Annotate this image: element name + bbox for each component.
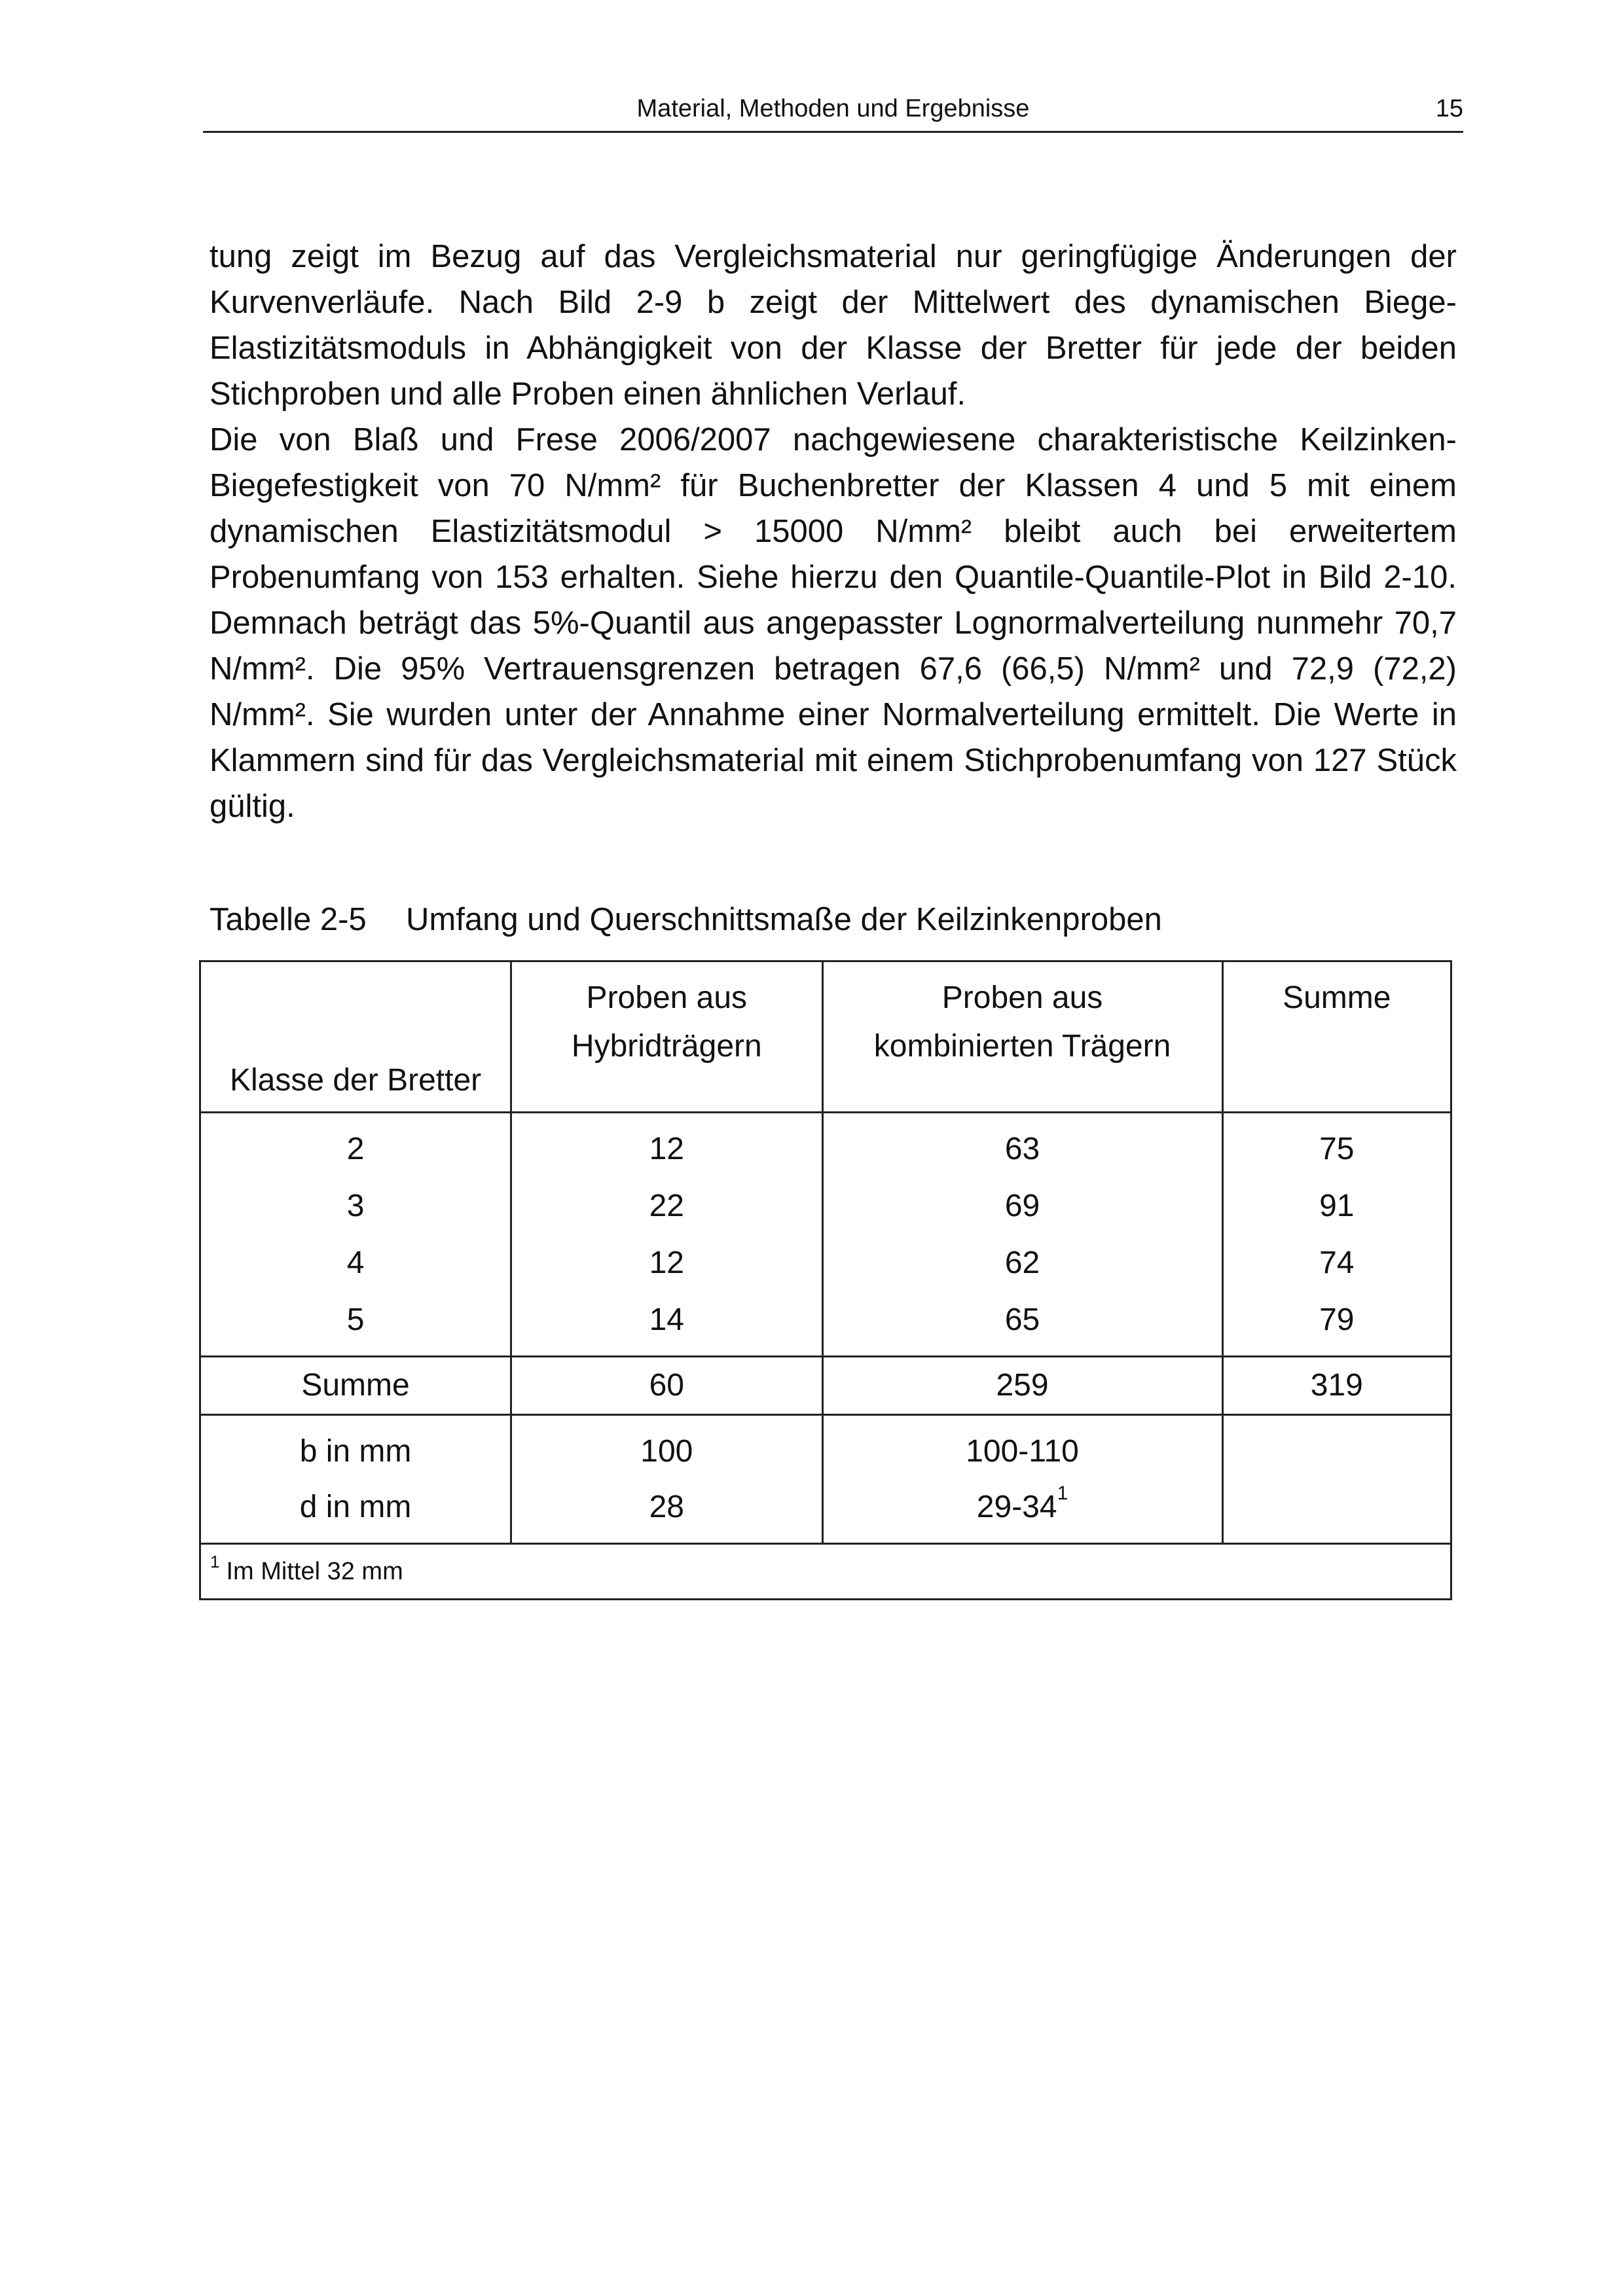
b-hybrid: 100 xyxy=(640,1434,693,1469)
total-value: 91 xyxy=(1319,1189,1355,1223)
hybrid-values xyxy=(511,1113,822,1357)
class-value: 4 xyxy=(346,1246,365,1280)
table-sum-row xyxy=(200,1357,1451,1415)
total-value: 79 xyxy=(1319,1302,1355,1337)
class-value: 2 xyxy=(346,1132,365,1166)
hybrid-value: 12 xyxy=(649,1246,684,1280)
b-label: b in mm xyxy=(299,1434,412,1469)
header-combined xyxy=(822,961,1222,1113)
dimension-labels xyxy=(200,1415,511,1544)
d-hybrid: 28 xyxy=(649,1490,684,1524)
hybrid-value: 14 xyxy=(649,1302,684,1337)
paragraph-2: Die von Blaß und Frese 2006/2007 nachgewiesene charakteristische Keilzinken-Biegefestigkeit von 70 N/mm² für Buchenbretter der Klassen 4 und 5 mit einem dynamischen Elastizitätsmodul > 15000 N/mm² bleibt auch bei erweitertem Probenumfang von 153 erhalten. Siehe hierzu den Quantile-Quantile-Plot in Bild 2-10. Demnach beträgt das 5%-Quantil aus angepasster Lognormalverteilung nunmehr 70,7 N/mm². Die 95% Vertrauensgrenzen betragen 67,6 (66,5) N/mm² und 72,9 (72,2) N/mm². Sie wurden unter der Annahme einer Normalverteilung ermittelt. Die Werte in Klammern sind für das Vergleichsmaterial mit einem Stichprobenumfang von 127 Stück gültig. xyxy=(210,422,1457,824)
table-dimension-rows xyxy=(200,1415,1451,1544)
header-combined-line1: Proben aus xyxy=(941,980,1103,1015)
table-caption-label: Tabelle 2-5 xyxy=(210,902,367,937)
hybrid-value: 22 xyxy=(649,1189,684,1223)
d-combined-value: 29-34 xyxy=(976,1490,1057,1524)
sum-combined: 259 xyxy=(822,1357,1222,1415)
table-footnote-row xyxy=(200,1544,1451,1600)
header-total: Summe xyxy=(1222,961,1451,1113)
class-value: 3 xyxy=(346,1189,365,1223)
total-value: 75 xyxy=(1319,1132,1355,1166)
combined-value: 62 xyxy=(1004,1246,1040,1280)
footnote-number: 1 xyxy=(210,1551,220,1571)
paragraph-1: tung zeigt im Bezug auf das Vergleichsmaterial nur geringfügige Änderungen der Kurvenverläufe. Nach Bild 2-9 b zeigt der Mittelwert des dynamischen Biege-Elastizitätsmoduls in Abhängigkeit von der Klasse der Bretter für jede der beiden Stichproben und alle Proben einen ähnlichen Verlauf. xyxy=(210,239,1457,412)
sum-hybrid: 60 xyxy=(511,1357,822,1415)
d-label: d in mm xyxy=(299,1490,412,1524)
d-combined xyxy=(824,1479,1222,1535)
combined-dimensions xyxy=(822,1415,1222,1544)
table-class-rows xyxy=(200,1113,1451,1357)
table-caption xyxy=(210,897,1162,942)
combined-values xyxy=(822,1113,1222,1357)
footnote-marker: 1 xyxy=(1057,1482,1068,1504)
body-text xyxy=(210,234,1457,829)
class-value: 5 xyxy=(346,1302,365,1337)
total-value: 74 xyxy=(1319,1246,1355,1280)
header-class: Klasse der Bretter xyxy=(200,961,511,1113)
empty-dimension-cell xyxy=(1222,1415,1451,1544)
combined-value: 65 xyxy=(1004,1302,1040,1337)
running-head-title: Material, Methoden und Ergebnisse xyxy=(636,95,1030,122)
table-footnote xyxy=(200,1544,1451,1600)
total-values xyxy=(1222,1113,1451,1357)
b-combined: 100-110 xyxy=(966,1434,1079,1469)
table-header-row xyxy=(200,961,1451,1113)
hybrid-value: 12 xyxy=(649,1132,684,1166)
table-caption-text: Umfang und Querschnittsmaße der Keilzinkenproben xyxy=(406,902,1162,937)
footnote-text: Im Mittel 32 mm xyxy=(226,1558,403,1585)
combined-value: 63 xyxy=(1004,1132,1040,1166)
class-values xyxy=(200,1113,511,1357)
page-number: 15 xyxy=(1435,95,1463,122)
page-header xyxy=(203,92,1463,133)
specimen-table xyxy=(199,960,1452,1600)
sum-label: Summe xyxy=(200,1357,511,1415)
combined-value: 69 xyxy=(1004,1189,1040,1223)
header-hybrid-line1: Proben aus xyxy=(586,980,748,1015)
header-hybrid-line2: Hybridträgern xyxy=(571,1029,762,1064)
hybrid-dimensions xyxy=(511,1415,822,1544)
header-combined-line2: kombinierten Trägern xyxy=(873,1029,1171,1064)
sum-total: 319 xyxy=(1222,1357,1451,1415)
header-hybrid xyxy=(511,961,822,1113)
